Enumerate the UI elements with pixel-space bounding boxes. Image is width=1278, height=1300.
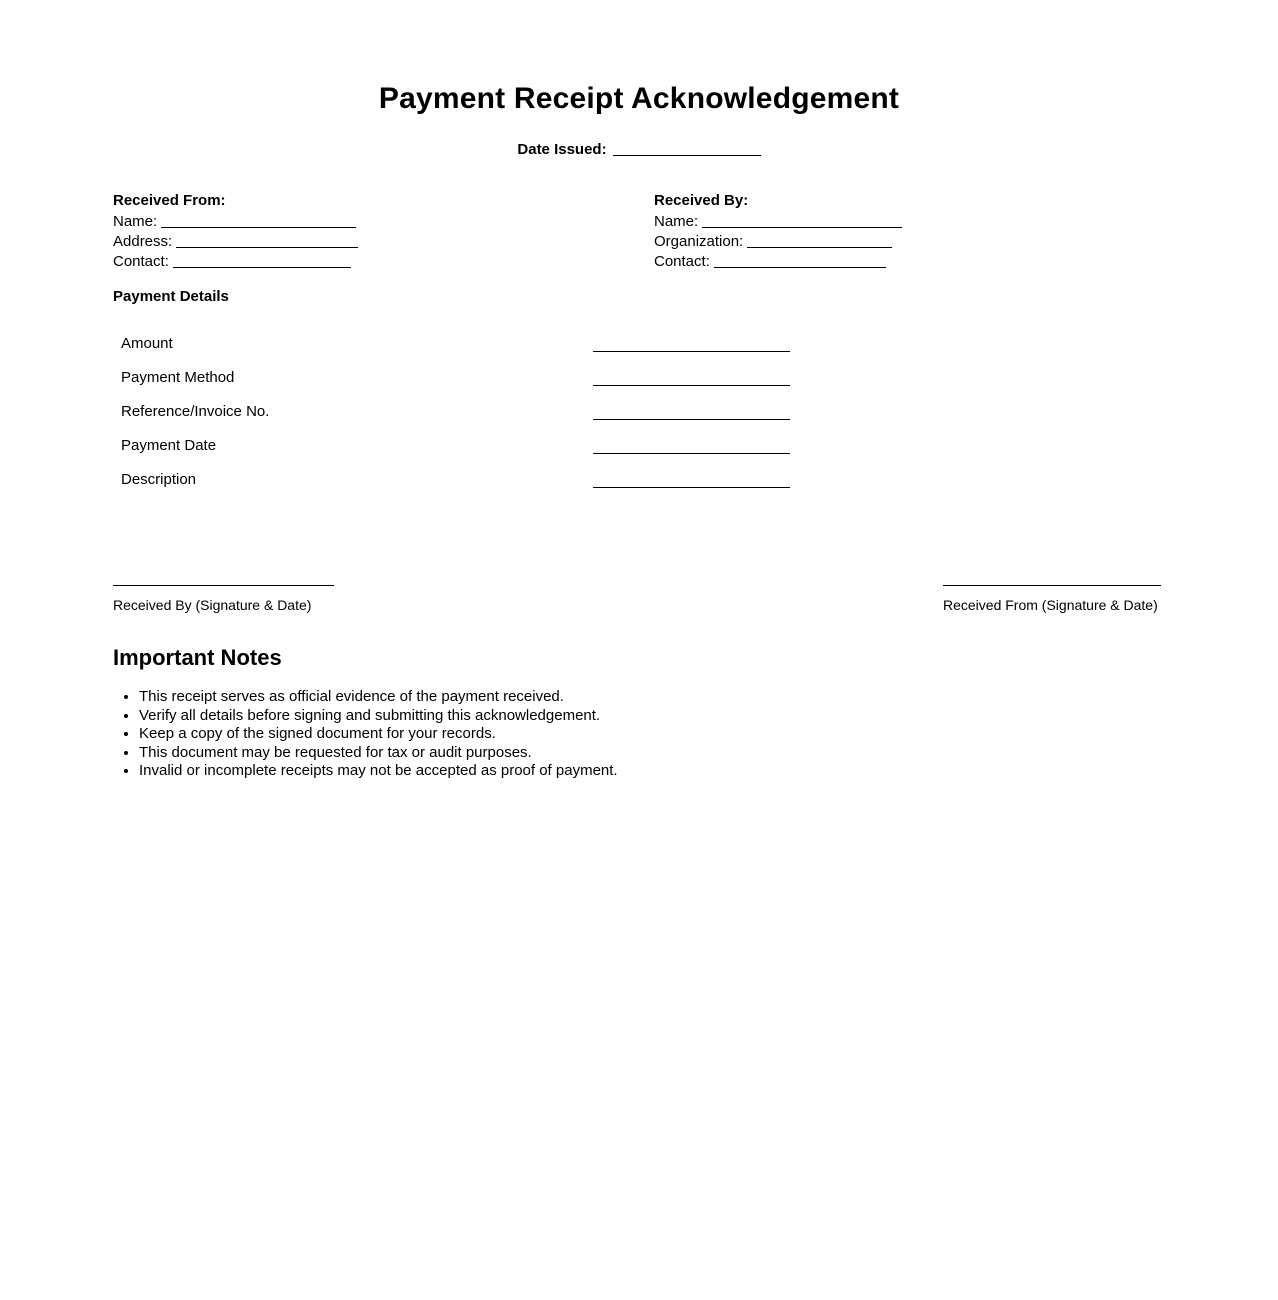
signature-received-from-block <box>943 585 1161 613</box>
payment-method-label: Payment Method <box>121 368 235 386</box>
signature-received-by-caption: Received By (Signature & Date) <box>113 597 312 613</box>
received-from-heading: Received From: <box>113 192 226 209</box>
table-row <box>113 394 813 428</box>
important-notes-heading: Important Notes <box>113 645 282 670</box>
table-row <box>113 360 813 394</box>
payment-amount-cell[interactable] <box>593 326 813 360</box>
received-from-contact-input-line[interactable] <box>173 254 351 268</box>
page-title: Payment Receipt Acknowledgement <box>378 82 900 115</box>
date-issued-row <box>0 141 1278 158</box>
received-by-name-input-line[interactable] <box>702 214 902 228</box>
payment-amount-label: Amount <box>121 334 173 352</box>
payment-method-cell[interactable] <box>593 360 813 394</box>
list-item: • This receipt serves as official evidence of the payment received. <box>139 688 618 707</box>
description-input-line[interactable] <box>593 470 790 488</box>
received-from-name-label: Name: <box>113 213 158 230</box>
received-by-organization-label: Organization: <box>654 233 744 250</box>
received-by-organization-input-line[interactable] <box>747 234 892 248</box>
list-item: • This document may be requested for tax or audit purposes. <box>139 744 618 763</box>
table-row <box>113 326 813 360</box>
payment-date-cell[interactable] <box>593 428 813 462</box>
payment-method-input-line[interactable] <box>593 368 790 386</box>
received-from-name-input-line[interactable] <box>161 214 356 228</box>
received-from-name-row <box>113 212 358 231</box>
received-by-name-label: Name: <box>654 213 699 230</box>
description-cell[interactable] <box>593 462 813 496</box>
payment-amount-input-line[interactable] <box>593 334 790 352</box>
received-from-address-label: Address: <box>113 233 173 250</box>
received-from-block <box>113 191 358 271</box>
received-by-name-row <box>654 212 902 231</box>
description-label: Description <box>121 470 197 488</box>
received-by-heading: Received By: <box>654 192 749 209</box>
received-from-contact-row <box>113 252 358 271</box>
payment-date-label: Payment Date <box>121 436 217 454</box>
list-item: • Keep a copy of the signed document for your records. <box>139 725 618 744</box>
date-issued-label: Date Issued: <box>517 141 607 158</box>
received-from-contact-label: Contact: <box>113 253 169 270</box>
table-row <box>113 428 813 462</box>
list-item: • Verify all details before signing and submitting this acknowledgement. <box>139 707 618 726</box>
received-from-address-input-line[interactable] <box>176 234 358 248</box>
signature-received-by-block <box>113 585 334 613</box>
signature-received-from-caption: Received From (Signature & Date) <box>943 597 1158 613</box>
received-by-contact-input-line[interactable] <box>714 254 886 268</box>
date-issued-input-line[interactable] <box>613 142 761 156</box>
payment-details-heading: Payment Details <box>113 288 229 305</box>
list-item: • Invalid or incomplete receipts may not be accepted as proof of payment. <box>139 762 618 781</box>
payment-details-table <box>113 326 813 496</box>
received-by-contact-label: Contact: <box>654 253 710 270</box>
received-by-contact-row <box>654 252 902 271</box>
received-from-address-row <box>113 232 358 251</box>
table-row <box>113 462 813 496</box>
received-by-block <box>654 191 902 271</box>
reference-invoice-input-line[interactable] <box>593 402 790 420</box>
important-notes-list <box>113 688 618 781</box>
payment-date-input-line[interactable] <box>593 436 790 454</box>
signature-received-from-line[interactable] <box>943 585 1161 586</box>
reference-invoice-label: Reference/Invoice No. <box>121 402 270 420</box>
received-by-organization-row <box>654 232 902 251</box>
reference-invoice-cell[interactable] <box>593 394 813 428</box>
signature-received-by-line[interactable] <box>113 585 334 586</box>
